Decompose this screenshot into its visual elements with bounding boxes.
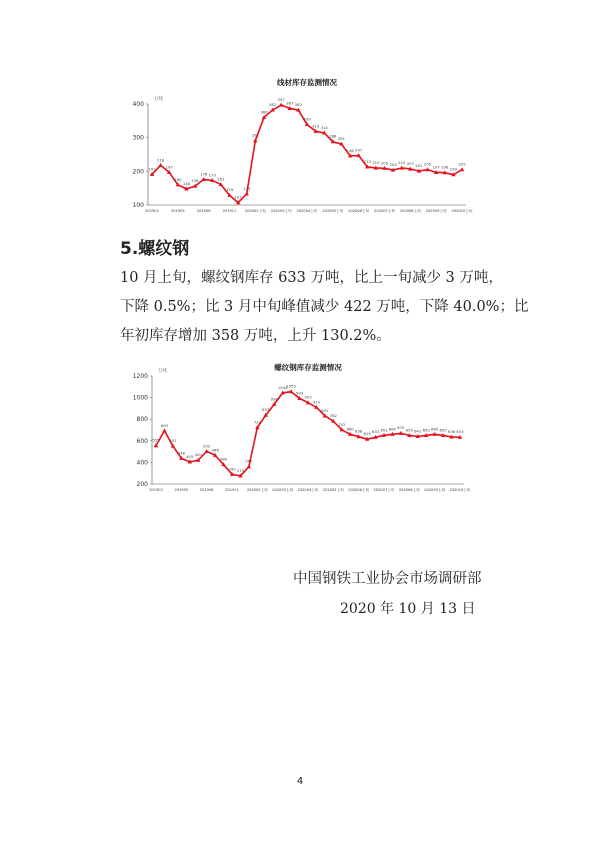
data-label: 938 [270,396,278,402]
x-tick-label: 202004上旬 [297,488,319,492]
data-label: 191 [148,166,156,172]
x-tick-label: 202006上旬 [348,209,370,213]
data-label: 650 [422,427,430,433]
chart-title: 线材库存监测情况 [277,78,337,87]
data-label: 723 [253,419,261,425]
data-label: 382 [268,102,277,108]
data-label: 382 [294,102,303,108]
data-label: 319 [311,123,320,129]
data-label: 196 [441,164,449,170]
data-label: 246 [346,147,354,153]
rebar-chart-svg [118,360,478,500]
data-point-marker [158,163,162,167]
data-label: 360 [245,458,253,464]
x-tick-label: 202010上旬 [449,488,471,492]
data-label: 156 [191,178,199,184]
data-label: 555 [152,437,160,443]
data-label: 397 [277,97,285,103]
x-tick-label: 201908 [199,488,214,492]
data-label: 210 [398,159,406,165]
data-label: 837 [262,407,270,413]
data-label: 405 [186,453,194,459]
y-tick-label: 400 [136,459,148,467]
x-tick-label: 202004上旬 [296,209,318,213]
x-tick-label: 201905 [174,488,189,492]
data-label: 651 [380,427,388,433]
data-label: 209 [380,160,389,166]
data-point-marker [245,191,249,195]
data-label: 201 [415,162,423,168]
data-label: 339 [303,116,311,122]
y-axis-unit: 万吨 [158,369,167,374]
data-label: 1055 [286,383,296,389]
data-label: 670 [397,425,405,431]
y-axis-unit: 万吨 [154,97,163,102]
data-label: 641 [414,428,422,434]
data-label: 702 [338,421,346,427]
x-tick-label: 202002上旬 [244,209,266,213]
data-label: 360 [260,109,268,115]
data-label: 148 [182,180,191,186]
data-label: 1044 [277,384,288,390]
paragraph-line-2: 下降 0.5%；比 3 月中旬峰值减少 422 万吨，下降 40.0%；比 [120,299,529,315]
data-label: 633 [456,429,464,435]
x-tick-label: 202005上旬 [322,488,344,492]
x-tick-label: 202009上旬 [425,209,447,213]
data-label: 210 [372,159,380,165]
y-tick-label: 300 [132,134,144,142]
data-label: 660 [388,426,397,432]
data-point-marker [162,428,166,432]
data-point-marker [247,464,251,468]
wire-rod-inventory-chart [118,74,478,224]
data-label: 197 [165,164,173,170]
data-label: 438 [177,450,185,456]
data-label: 275 [236,467,245,473]
data-label: 660 [431,426,439,432]
y-tick-label: 1200 [132,373,148,380]
data-label: 176 [200,171,208,177]
x-tick-label: 201911 [225,488,239,492]
x-tick-label: 201905 [170,209,185,213]
data-label: 107 [234,194,242,200]
page-number: 4 [296,776,304,787]
footer-organization: 中国钢铁工业协会市场调研部 [293,571,482,587]
data-label: 190 [449,166,458,172]
data-label: 502 [203,443,211,449]
data-label: 314 [320,124,328,130]
data-label: 247 [355,147,363,153]
data-label: 910 [312,399,321,405]
data-label: 650 [405,427,413,433]
data-label: 133 [243,185,251,191]
data-label: 615 [363,431,371,437]
data-label: 420 [194,452,202,458]
wire-rod-chart-svg [118,74,478,224]
x-tick-label: 202003上旬 [270,209,292,213]
x-tick-label: 202007上旬 [373,488,395,492]
x-tick-label: 202005上旬 [322,209,344,213]
data-label: 693 [160,422,169,428]
x-tick-label: 202007上旬 [374,209,395,213]
y-tick-label: 100 [132,202,144,209]
data-label: 204 [389,161,397,167]
data-label: 638 [355,428,363,434]
data-label: 205 [458,161,466,167]
data-label: 552 [169,437,177,443]
data-label: 993 [295,390,304,396]
data-label: 953 [304,394,312,400]
data-label: 466 [211,447,219,453]
data-label: 161 [217,176,225,182]
rebar-inventory-chart [118,360,478,500]
data-label: 831 [321,407,329,413]
series-line [156,392,460,476]
x-tick-label: 202003上旬 [272,488,294,492]
footer-date: 2020 年 10 月 13 日 [340,601,476,617]
y-tick-label: 200 [136,481,148,488]
data-label: 207 [406,160,414,166]
y-tick-label: 1000 [132,394,148,402]
data-label: 197 [432,164,440,170]
y-tick-label: 800 [136,416,148,424]
data-label: 782 [329,413,337,419]
data-label: 387 [286,100,294,106]
x-tick-label: 202008上旬 [399,209,421,213]
data-label: 660 [346,426,354,432]
data-label: 290 [228,466,236,472]
data-point-marker [460,167,464,171]
data-label: 650 [439,427,447,433]
data-label: 380 [219,456,228,462]
data-label: 636 [447,428,456,434]
data-label: 173 [208,172,216,178]
x-tick-label: 202008上旬 [398,488,420,492]
y-tick-label: 200 [132,168,144,176]
x-tick-label: 202006上旬 [348,488,370,492]
data-label: 205 [423,161,432,167]
data-label: 291 [251,132,259,138]
chart-title: 螺纹钢库存监测情况 [274,363,342,372]
y-tick-label: 600 [136,437,148,445]
data-label: 633 [371,429,380,435]
x-tick-label: 201902 [149,488,163,492]
section-paragraph [120,264,552,351]
paragraph-line-1: 10 月上旬，螺纹钢库存 633 万吨，比上一旬减少 3 万吨， [120,270,503,286]
data-point-marker [253,138,257,142]
x-tick-label: 201911 [222,209,237,213]
data-label: 129 [225,187,234,193]
x-tick-label: 202010上旬 [451,209,473,213]
section-heading: 5.螺纹钢 [120,239,190,259]
x-tick-label: 201908 [196,209,211,213]
data-label: 281 [337,136,346,142]
data-point-marker [204,449,208,453]
data-label: 218 [156,157,165,163]
data-point-marker [279,103,283,107]
x-tick-label: 202002上旬 [246,488,268,492]
x-tick-label: 202009上旬 [424,488,446,492]
y-tick-label: 400 [132,101,144,108]
data-label: 160 [174,176,182,182]
paragraph-line-3: 年初库存增加 358 万吨，上升 130.2%。 [120,328,391,344]
data-label: 288 [329,133,337,139]
data-label: 213 [363,158,371,164]
x-tick-label: 201902 [145,209,159,213]
